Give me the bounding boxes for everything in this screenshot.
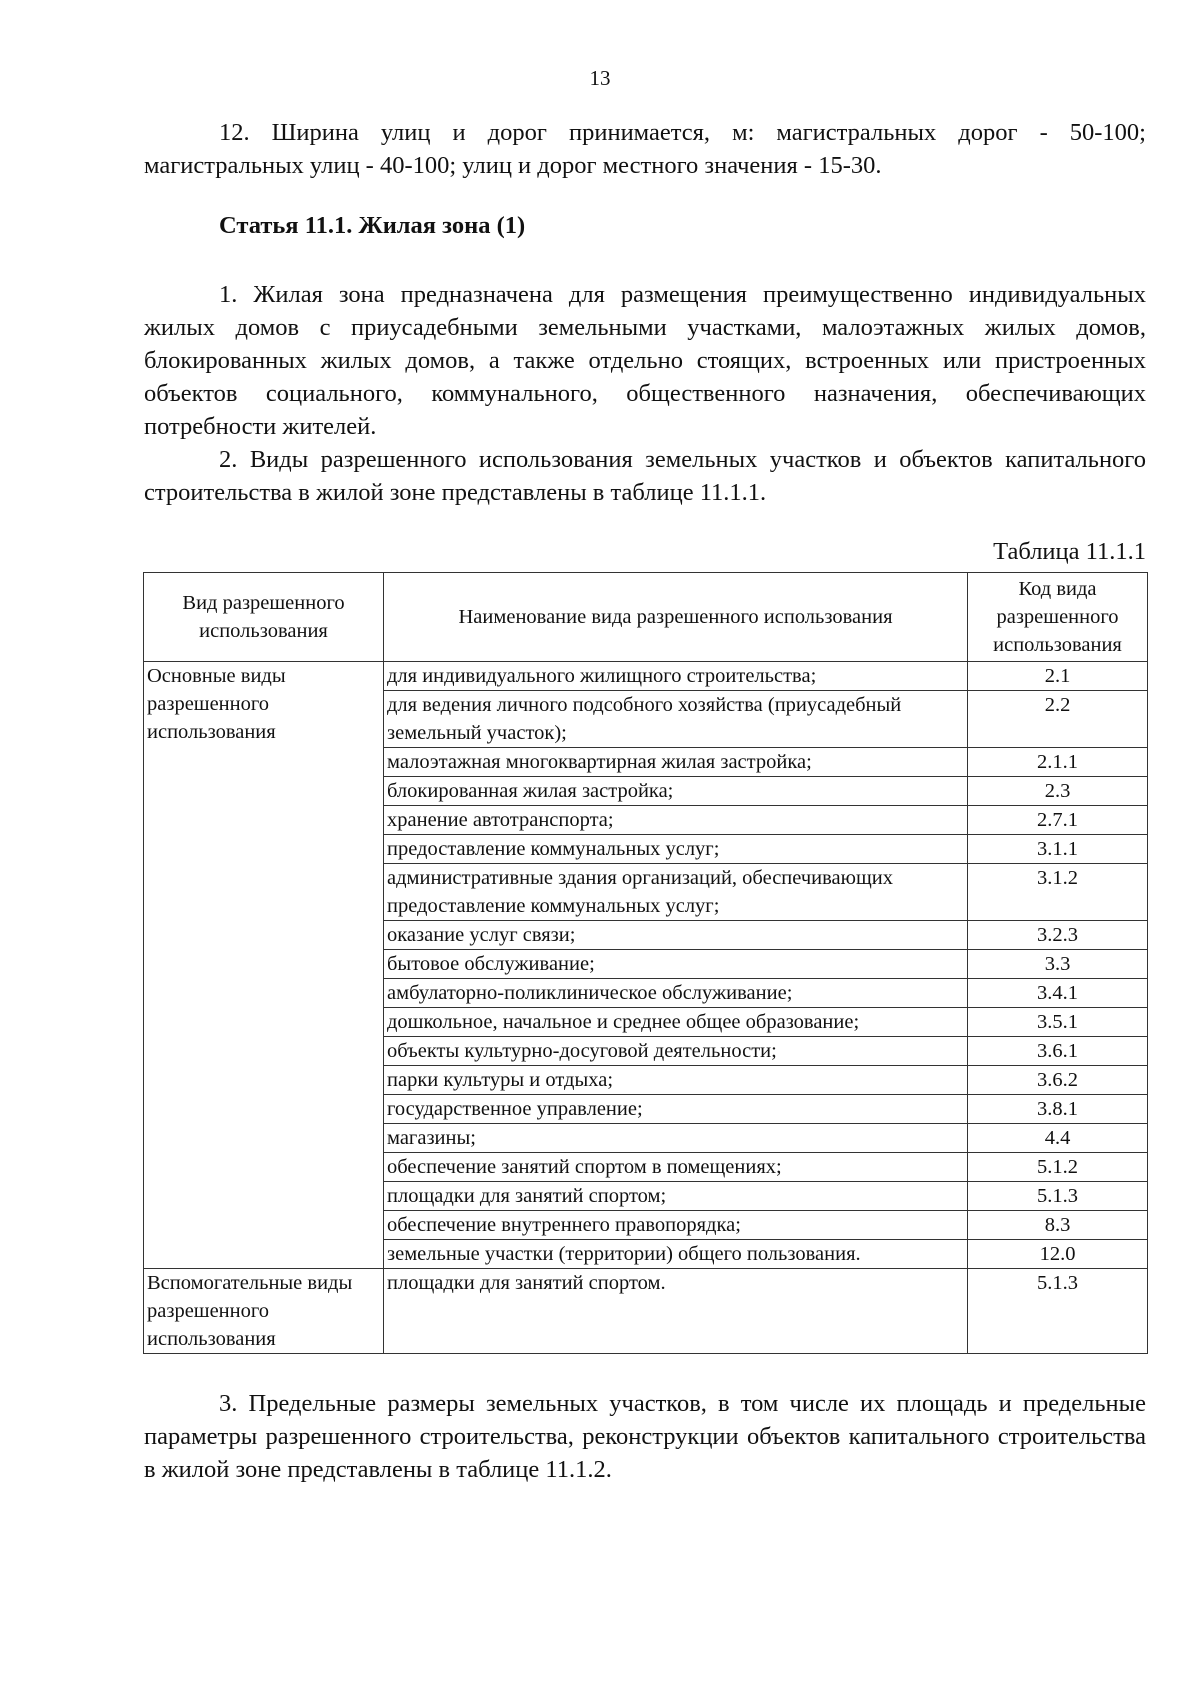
use-name-cell: магазины; xyxy=(384,1124,968,1153)
paragraph-3: 3. Предельные размеры земельных участков, в том числе их площадь и предельные параметры разрешенного строительства, реконструкции объектов капитального строительства в жилой зоне представлены в таблице 11.1.2. xyxy=(144,1390,1146,1483)
paragraph-2: 2. Виды разрешенного использования земельных участков и объектов капитального строительства в жилой зоне представлены в таблице 11.1.1. xyxy=(144,446,1146,506)
group-label: Вспомогательные виды разрешенного использования xyxy=(144,1269,384,1354)
header-use-type: Вид разрешенного использования xyxy=(144,573,384,662)
table-row xyxy=(144,1269,1148,1354)
paragraph-1: 1. Жилая зона предназначена для размещения преимущественно индивидуальных жилых домов с приусадебными земельными участками, малоэтажных жилых домов, блокированных жилых домов, а также отдельно стоящих, встроенных или пристроенных объектов социального, коммунального, общественного назначения, обеспечивающих потребности жителей. xyxy=(144,281,1146,440)
use-code-cell: 3.3 xyxy=(968,950,1148,979)
use-code-cell: 8.3 xyxy=(968,1211,1148,1240)
use-code-cell: 2.3 xyxy=(968,777,1148,806)
use-name-cell: малоэтажная многоквартирная жилая застройка; xyxy=(384,748,968,777)
use-code-cell: 3.4.1 xyxy=(968,979,1148,1008)
use-code-cell: 2.2 xyxy=(968,691,1148,748)
use-name-cell: парки культуры и отдыха; xyxy=(384,1066,968,1095)
use-name-cell: дошкольное, начальное и среднее общее образование; xyxy=(384,1008,968,1037)
use-code-cell: 2.1 xyxy=(968,662,1148,691)
use-code-cell: 3.1.1 xyxy=(968,835,1148,864)
land-use-table xyxy=(143,572,1148,1354)
use-code-cell: 3.6.1 xyxy=(968,1037,1148,1066)
table-header-row xyxy=(144,573,1148,662)
table-caption: Таблица 11.1.1 xyxy=(993,538,1146,565)
header-use-code: Код вида разрешенного использования xyxy=(968,573,1148,662)
use-name-cell: площадки для занятий спортом. xyxy=(384,1269,968,1354)
use-name-cell: предоставление коммунальных услуг; xyxy=(384,835,968,864)
use-code-cell: 3.2.3 xyxy=(968,921,1148,950)
use-code-cell: 12.0 xyxy=(968,1240,1148,1269)
use-code-cell: 2.7.1 xyxy=(968,806,1148,835)
use-name-cell: оказание услуг связи; xyxy=(384,921,968,950)
use-name-cell: бытовое обслуживание; xyxy=(384,950,968,979)
use-name-cell: обеспечение занятий спортом в помещениях; xyxy=(384,1153,968,1182)
use-code-cell: 3.8.1 xyxy=(968,1095,1148,1124)
use-name-cell: площадки для занятий спортом; xyxy=(384,1182,968,1211)
use-name-cell: обеспечение внутреннего правопорядка; xyxy=(384,1211,968,1240)
header-use-name: Наименование вида разрешенного использования xyxy=(384,573,968,662)
use-code-cell: 3.5.1 xyxy=(968,1008,1148,1037)
use-code-cell: 3.1.2 xyxy=(968,864,1148,921)
use-code-cell: 5.1.2 xyxy=(968,1153,1148,1182)
use-name-cell: для ведения личного подсобного хозяйства (приусадебный земельный участок); xyxy=(384,691,968,748)
group-label: Основные виды разрешенного использования xyxy=(144,662,384,1269)
use-name-cell: хранение автотранспорта; xyxy=(384,806,968,835)
article-heading: Статья 11.1. Жилая зона (1) xyxy=(219,212,526,239)
use-code-cell: 2.1.1 xyxy=(968,748,1148,777)
use-name-cell: для индивидуального жилищного строительства; xyxy=(384,662,968,691)
page-number: 13 xyxy=(589,66,611,90)
use-name-cell: государственное управление; xyxy=(384,1095,968,1124)
table-row xyxy=(144,662,1148,691)
paragraph-12: 12. Ширина улиц и дорог принимается, м: магистральных дорог - 50-100; магистральных улиц - 40-100; улиц и дорог местного значения - 15-30. xyxy=(144,119,1146,179)
use-name-cell: административные здания организаций, обеспечивающих предоставление коммунальных услуг; xyxy=(384,864,968,921)
table-body xyxy=(144,662,1148,1354)
use-code-cell: 5.1.3 xyxy=(968,1269,1148,1354)
use-code-cell: 4.4 xyxy=(968,1124,1148,1153)
use-code-cell: 5.1.3 xyxy=(968,1182,1148,1211)
use-name-cell: земельные участки (территории) общего пользования. xyxy=(384,1240,968,1269)
use-name-cell: амбулаторно-поликлиническое обслуживание; xyxy=(384,979,968,1008)
use-name-cell: блокированная жилая застройка; xyxy=(384,777,968,806)
use-code-cell: 3.6.2 xyxy=(968,1066,1148,1095)
use-name-cell: объекты культурно-досуговой деятельности; xyxy=(384,1037,968,1066)
